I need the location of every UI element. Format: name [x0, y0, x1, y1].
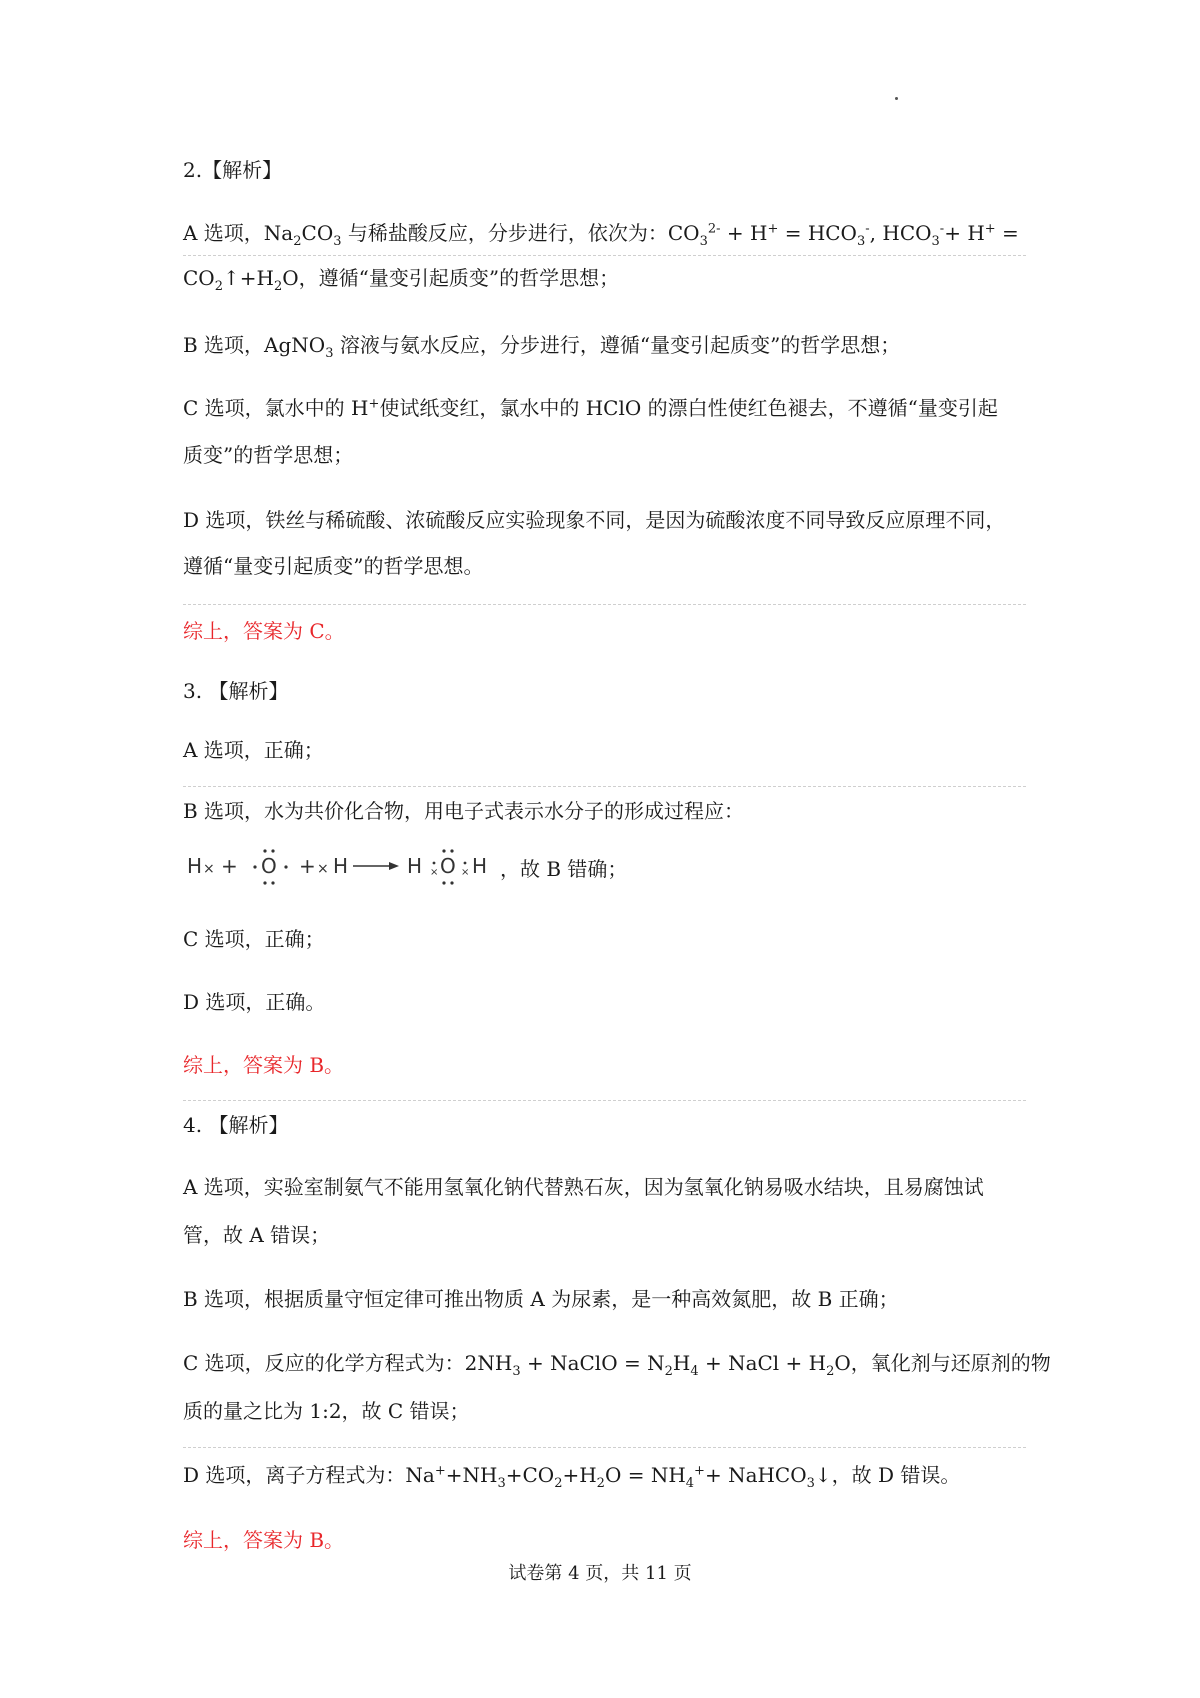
- formula-cross-left: ×: [203, 861, 215, 877]
- q4-option-c-line1: C 选项，反应的化学方程式为：$2NH_3$ + NaClO = $N_2H_4$ + NaCl + $H_2O$，氧化剂与还原剂的物: [183, 1351, 1051, 1379]
- formula-h-left: H: [187, 854, 203, 878]
- shared-electron-left: ×: [430, 867, 439, 878]
- q4-option-b: B 选项，根据质量守恒定律可推出物质 A 为尿素，是一种高效氮肥，故 B 正确；: [183, 1287, 899, 1311]
- q2-summary: 综上，答案为 C。: [183, 619, 345, 643]
- divider: [183, 1447, 1026, 1448]
- q2-option-a-line1: A 选项，$Na_2CO_3$ 与稀盐酸反应，分步进行，依次为：$CO_3^{2-} + H^+ = HCO_3^-$, $HCO_3^-+ H^+$ =: [183, 221, 1019, 249]
- q3-option-b: B 选项，水为共价化合物，用电子式表示水分子的形成过程应：: [183, 799, 745, 823]
- q4-option-a-line1: A 选项，实验室制氨气不能用氢氧化钠代替熟石灰，因为氢氧化钠易吸水结块，且易腐蚀试: [183, 1175, 984, 1199]
- divider: [183, 255, 1026, 256]
- divider: [183, 604, 1026, 605]
- formula-plus-1: +: [221, 854, 238, 878]
- formula-o: O: [261, 854, 277, 878]
- formula-h-right: H: [333, 854, 349, 878]
- q3-option-c: C 选项，正确；: [183, 927, 325, 951]
- q2-option-c-line2: 质变”的哲学思想；: [183, 443, 354, 467]
- formula-cross-right: ×: [317, 861, 329, 877]
- q2-option-b: B 选项，AgNO$_3$ 溶液与氨水反应，分步进行，遵循“量变引起质变”的哲学思想；: [183, 333, 901, 361]
- q3-option-d: D 选项，正确。: [183, 990, 326, 1014]
- q2-option-c-line1: C 选项，氯水中的 H+使试纸变红，氯水中的 HClO 的漂白性使红色褪去，不遵循“量变引起: [183, 396, 998, 420]
- q4-summary: 综上，答案为 B。: [183, 1528, 345, 1552]
- q2-option-a-line2: $CO_2↑+H_2O$，遵循“量变引起质变”的哲学思想；: [183, 266, 620, 294]
- divider: [183, 786, 1026, 787]
- formula-product-h2: H: [472, 854, 488, 878]
- q3-heading: 3. 【解析】: [183, 679, 289, 703]
- shared-electron-right: ×: [461, 867, 470, 878]
- q4-option-d: D 选项，离子方程式为：$Na^++NH_3+CO_2+H_2O = NH_4^++$ NaHCO$_3$↓，故 D 错误。: [183, 1463, 961, 1491]
- electron-formula-water: [183, 841, 493, 893]
- formula-plus-2: +: [299, 854, 316, 878]
- q4-option-a-line2: 管，故 A 错误；: [183, 1223, 331, 1247]
- q2-option-d-line1: D 选项，铁丝与稀硫酸、浓硫酸反应实验现象不同，是因为硫酸浓度不同导致反应原理不同，: [183, 508, 1006, 532]
- formula-product-o: O: [440, 854, 456, 878]
- corner-dot: [895, 97, 898, 100]
- formula-product-h1: H: [407, 854, 423, 878]
- q4-heading: 4. 【解析】: [183, 1113, 289, 1137]
- q3-option-a: A 选项，正确；: [183, 738, 324, 762]
- q3-summary: 综上，答案为 B。: [183, 1053, 345, 1077]
- divider: [183, 1100, 1026, 1101]
- q2-option-d-line2: 遵循“量变引起质变”的哲学思想。: [183, 554, 484, 578]
- q3-option-b-tail: ，故 B 错确；: [500, 857, 628, 881]
- page-footer: 试卷第 4 页，共 11 页: [508, 1563, 692, 1584]
- q2-heading: 2.【解析】: [183, 158, 283, 182]
- q4-option-c-line2: 质的量之比为 1:2，故 C 错误；: [183, 1399, 470, 1423]
